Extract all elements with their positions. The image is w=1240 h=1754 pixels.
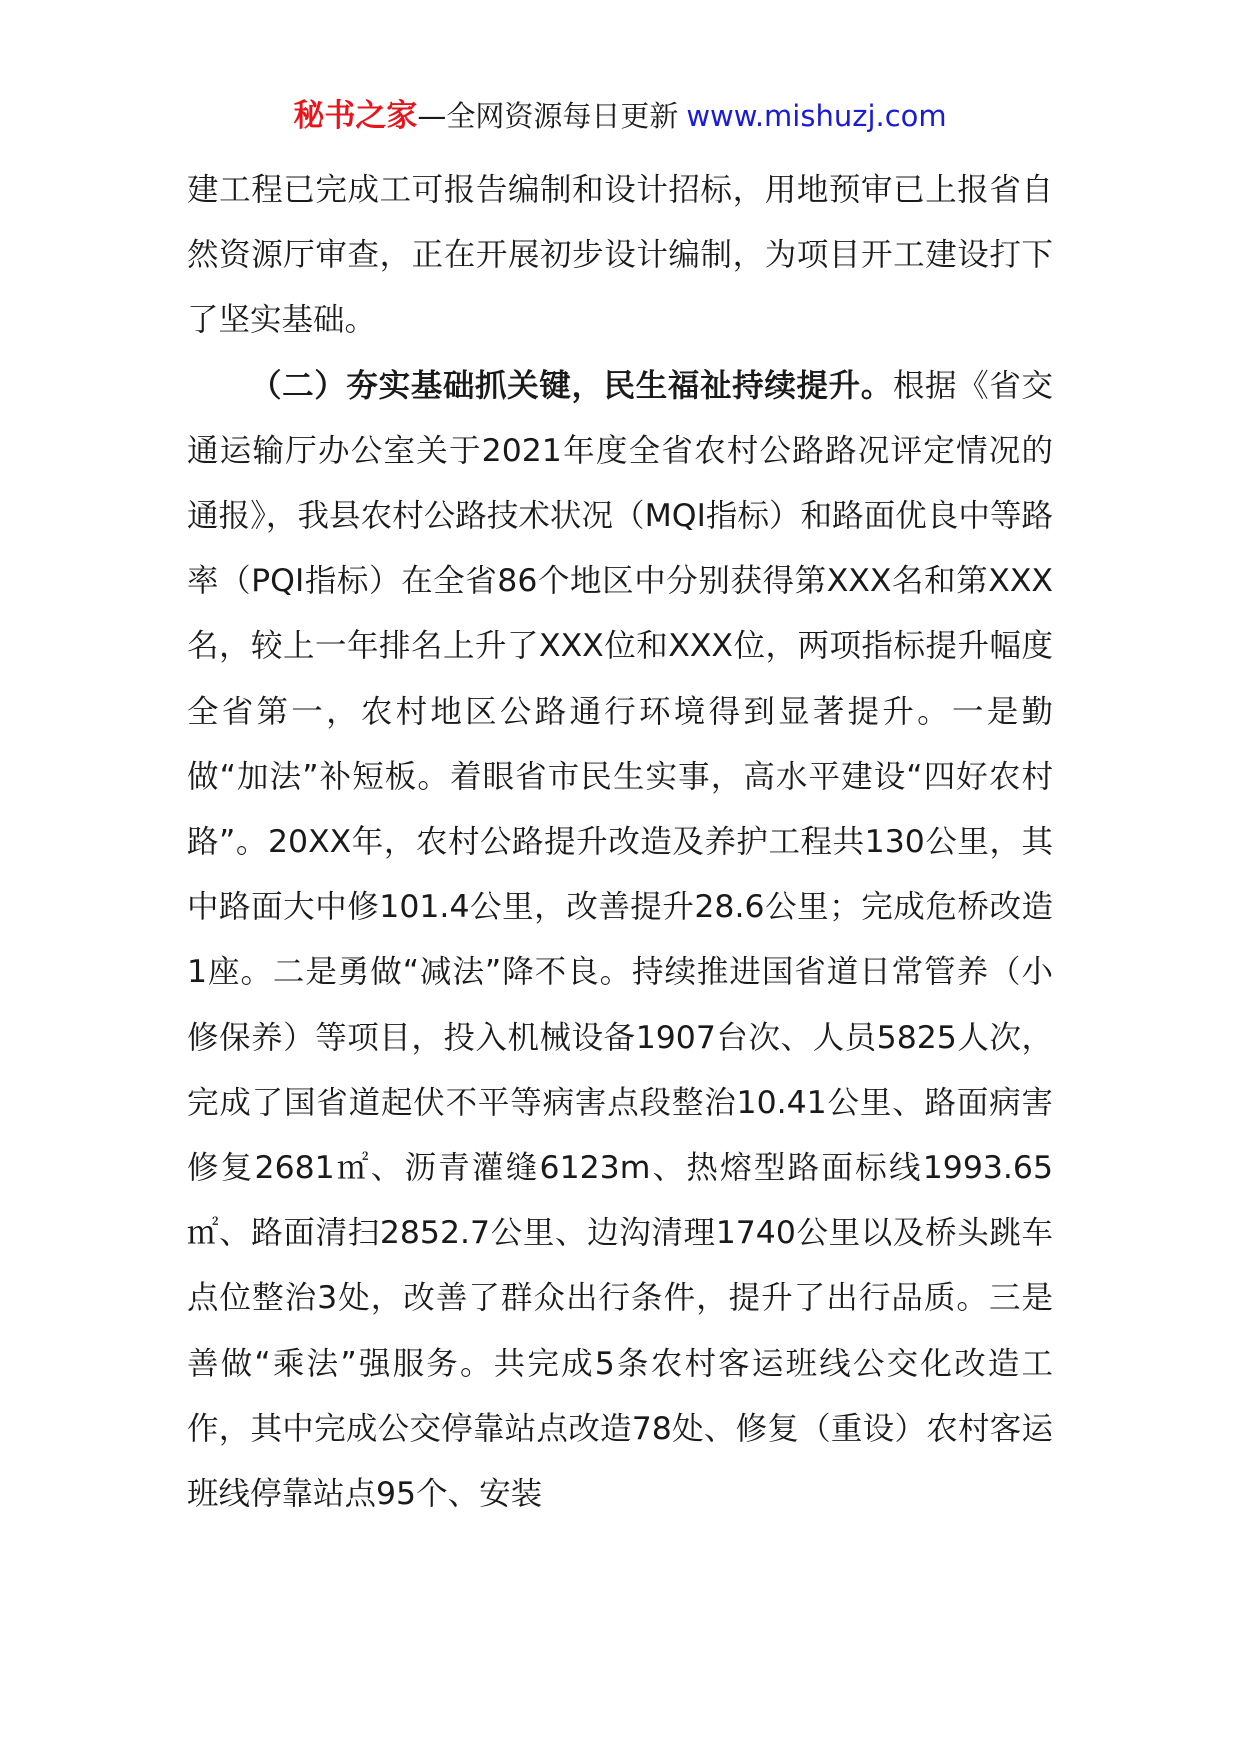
site-tagline: —全网资源每日更新 [417,99,679,133]
site-brand: 秘书之家 [293,98,418,134]
paragraph-continuation: 建工程已完成工可报告编制和设计招标，用地预审已上报省自然资源厅审查，正在开展初步设计编制，为项目开工建设打下了坚实基础。 [187,172,1053,339]
section-heading: （二）夯实基础抓关键，民生福祉持续提升。 [250,367,893,404]
document-body [187,158,1053,1527]
section-body-text: 根据《省交通运输厅办公室关于2021年度全省农村公路路况评定情况的通报》，我县农村公路技术状况（MQI指标）和路面优良中等路率（PQI指标）在全省86个地区中分别获得第XXX名和第XXX名，较上一年排名上升了XXX位和XXX位，两项指标提升幅度全省第一，农村地区公路通行环境得到显著提升。一是勤做“加法”补短板。着眼省市民生实事，高水平建设“四好农村路”。20XX年，农村公路提升改造及养护工程共130公里，其中路面大中修101.4公里，改善提升28.6公里；完成危桥改造1座。二是勇做“减法”降不良。持续推进国省道日常管养（小修保养）等项目，投入机械设备1907台次、人员5825人次，完成了国省道起伏不平等病害点段整治10.41公里、路面病害修复2681㎡、沥青灌缝6123m、热熔型路面标线1993.65㎡、路面清扫2852.7公里、边沟清理1740公里以及桥头跳车点位整治3处，改善了群众出行条件，提升了出行品质。三是善做“乘法”强服务。共完成5条农村客运班线公交化改造工作，其中完成公交停靠站点改造78处、修复（重设）农村客运班线停靠站点95个、安装 [187,367,1053,1513]
paragraph-section-two [187,354,1053,1528]
site-url-link[interactable]: www.mishuzj.com [686,99,947,133]
site-header [0,98,1240,135]
